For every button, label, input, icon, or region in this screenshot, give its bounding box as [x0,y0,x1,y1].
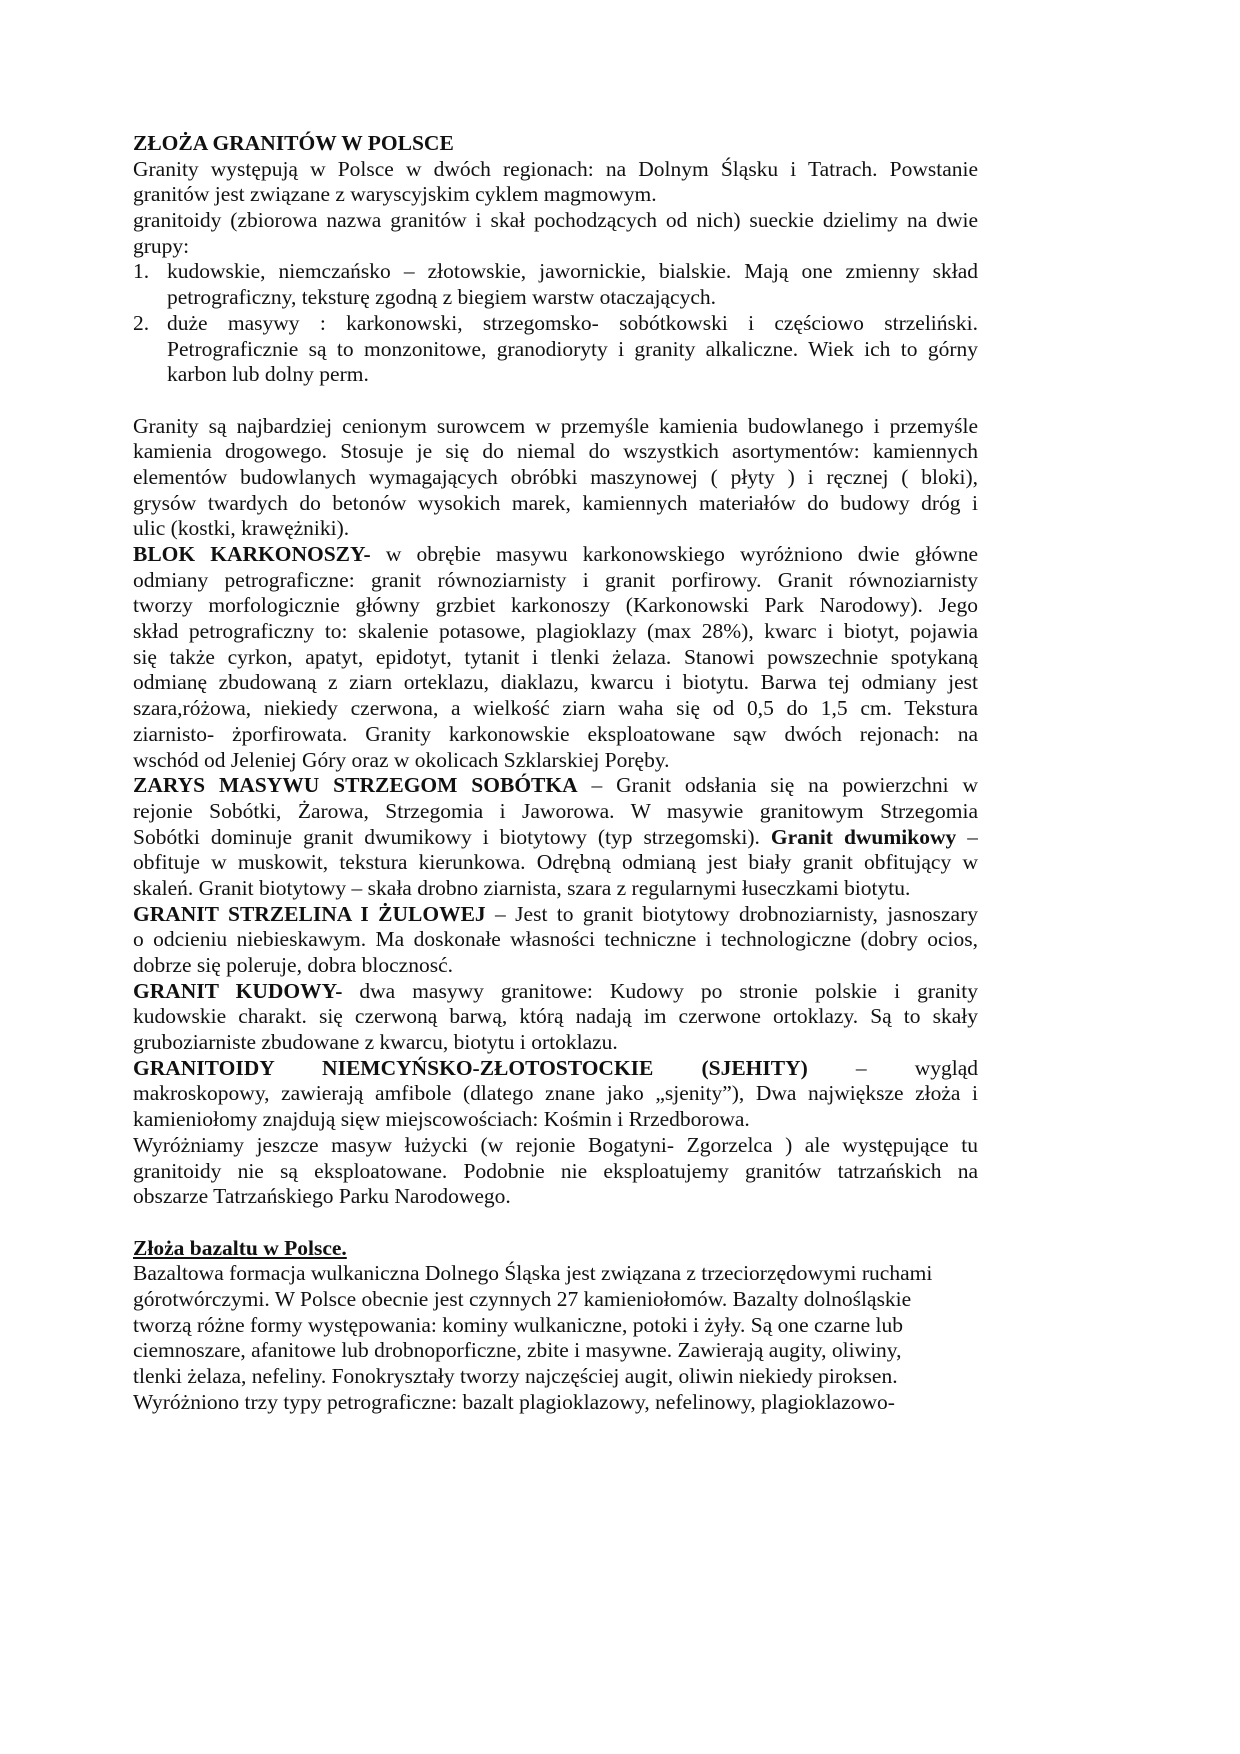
list-line: duże masywy : karkonowski, strzegomsko- sobótkowski i częściowo strzeliński. [167,310,978,335]
paragraph-line: grysów twardych do betonów wysokich marek, kamiennych materiałów do budowy dróg i [133,490,978,515]
list-item-2 [133,311,978,388]
paragraph-line: rejonie Sobótki, Żarowa, Strzegomia i Jaworowa. W masywie granitowym Strzegomia [133,798,978,823]
paragraph-line: ciemnoszare, afanitowe lub drobnoporficzne, zbite i masywne. Zawierają augity, oliwiny, [133,1338,902,1363]
paragraph-line: odmiany petrograficzne: granit równoziarnisty i granit porfirowy. Granit równoziarnisty [133,567,978,592]
paragraph-line: skaleń. Granit biotytowy – skała drobno ziarnista, szara z regularnymi łuseczkami biotytu. [133,875,911,900]
text: – [956,824,978,849]
section-heading: Złoża bazaltu w Polsce. [133,1235,347,1260]
section-strzegom [133,773,978,901]
document-page [133,131,978,1415]
section-heading: ZARYS MASYWU STRZEGOM SOBÓTKA [133,773,578,798]
list-number: 1. [133,259,150,284]
paragraph-line [133,902,978,928]
text: – wygląd [807,1055,978,1080]
paragraph-line: Wyróżniono trzy typy petrograficzne: bazalt plagioklazowy, nefelinowy, plagioklazowo- [133,1389,895,1414]
usage-paragraph [133,414,978,542]
paragraph-line: skład petrograficzny to: skalenie potasowe, plagioklazy (max 28%), kwarc i biotyt, pojawia [133,619,978,644]
section-niemcza [133,1056,978,1133]
paragraph-line: odmianę zbudowaną z ziarn orteklazu, diaklazu, kwarcu i biotytu. Barwa tej odmiany jest [133,670,978,695]
paragraph-line: się także cyrkon, apatyt, epidotyt, tytanit i tlenki żelaza. Stanowi powszechnie spotykaną [133,644,978,669]
paragraph-line: obfituje w muskowit, tekstura kierunkowa. Odrębną odmianą jest biały granit obfitujący w [133,850,978,875]
intro-line: granitów jest związane z waryscyjskim cyklem magmowym. [133,182,657,207]
paragraph-line [133,1056,978,1082]
intro-line: Granity występują w Polsce w dwóch regionach: na Dolnym Śląsku i Tatrach. Powstanie [133,156,978,181]
section-bazalt [133,1236,978,1416]
intro-line: grupy: [133,233,190,258]
paragraph-line: ziarnisto- żporfirowata. Granity karkonowskie eksploatowane sąw dwóch rejonach: na [133,721,978,746]
section-heading: GRANIT STRZELINA I ŻULOWEJ [133,901,486,926]
paragraph-line: tworzą różne formy występowania: kominy wulkaniczne, potoki i żyły. Są one czarne lub [133,1312,903,1337]
text: dwa masywy granitowe: Kudowy po stronie polskie i granity [342,978,978,1003]
paragraph-line: tworzy morfologicznie główny grzbiet karkonoszy (Karkonowski Park Narodowy). Jego [133,593,978,618]
section-heading: BLOK KARKONOSZY- [133,542,371,566]
document-title: ZŁOŻA GRANITÓW W POLSCE [133,131,454,155]
section-kudowa [133,979,978,1056]
paragraph-line: tlenki żelaza, nefeliny. Fonokryształy tworzy najczęściej augit, oliwin niekiedy piroksen. [133,1364,898,1388]
list-line: karbon lub dolny perm. [167,362,369,387]
paragraph-line: obszarze Tatrzańskiego Parku Narodowego. [133,1184,511,1209]
paragraph-line: makroskopowy, zawierają amfibole (dlatego znane jako „sjenity”), Dwa największe złoża i [133,1081,978,1106]
paragraph-line: o odcieniu niebieskawym. Ma doskonałe własności techniczne i technologiczne (dobry ocios, [133,927,978,952]
paragraph-line: wschód od Jeleniej Góry oraz w okolicach Szklarskiej Poręby. [133,747,670,772]
paragraph-line: elementów budowlanych wymagających obróbki maszynowej ( płyty ) i ręcznej ( bloki), [133,464,978,489]
paragraph-line [133,773,978,799]
text: w obrębie masywu karkonowskiego wyróżniono dwie główne [370,542,978,566]
paragraph-line: Granity są najbardziej cenionym surowcem w przemyśle kamienia budowlanego i przemyśle [133,413,978,438]
paragraph-line: górotwórczymi. W Polsce obecnie jest czynnych 27 kamieniołomów. Bazalty dolnośląskie [133,1286,912,1311]
list-line: petrograficzny, teksturę zgodną z biegiem warstw otaczających. [167,285,716,310]
paragraph-line: szara,różowa, niekiedy czerwona, a wielkość ziarn waha się od 0,5 do 1,5 cm. Tekstura [133,696,978,721]
paragraph-line: kamienia drogowego. Stosuje je się do niemal do wszystkich asortymentów: kamiennych [133,439,978,464]
text: – Granit odsłania się na powierzchni w [577,773,978,798]
list-line: Petrograficznie są to monzonitowe, granodioryty i granity alkaliczne. Wiek ich to górny [167,336,978,361]
paragraph-line [133,542,978,568]
paragraph-line: Bazaltowa formacja wulkaniczna Dolnego Śląska jest związana z trzeciorzędowymi ruchami [133,1261,933,1286]
paragraph-line: gruboziarniste zbudowane z kwarcu, biotytu i ortoklazu. [133,1030,618,1055]
paragraph-line [133,825,978,851]
paragraph-line: Wyróżniamy jeszcze masyw łużycki (w rejonie Bogatyni- Zgorzelca ) ale występujące tu [133,1132,978,1157]
list-item-1 [133,259,978,310]
intro-line: granitoidy (zbiorowa nazwa granitów i skał pochodzących od nich) sueckie dzielimy na dwie [133,208,978,233]
text: Sobótki dominuje granit dwumikowy i biotytowy (typ strzegomski). [133,824,771,849]
section-heading: GRANIT KUDOWY- [133,978,343,1003]
text: – Jest to granit biotytowy drobnoziarnisty, jasnoszary [485,901,978,926]
section-luzyce [133,1133,978,1210]
paragraph-line: ulic (kostki, krawężniki). [133,516,350,541]
paragraph-line: kudowskie charakt. się czerwoną barwą, którą nadają im czerwone ortoklazy. Są to skały [133,1004,978,1029]
list-line: kudowskie, niemczańsko – złotowskie, jawornickie, bialskie. Mają one zmienny skład [167,259,978,284]
section-heading: GRANITOIDY NIEMCYŃSKO-ZŁOTOSTOCKIE (SJEHITY) [133,1055,808,1080]
paragraph-line: granitoidy nie są eksploatowane. Podobnie nie eksploatujemy granitów tatrzańskich na [133,1158,978,1183]
section-karkonosze [133,542,978,773]
paragraph-line [133,979,978,1005]
list-number: 2. [133,310,150,335]
paragraph-line: kamieniołomy znajdują sięw miejscowościach: Kośmin i Rrzedborowa. [133,1107,750,1132]
section-strzelin [133,902,978,979]
bold-term: Granit dwumikowy [770,824,957,849]
paragraph-line: dobrze się poleruje, dobra blocznosć. [133,953,453,977]
